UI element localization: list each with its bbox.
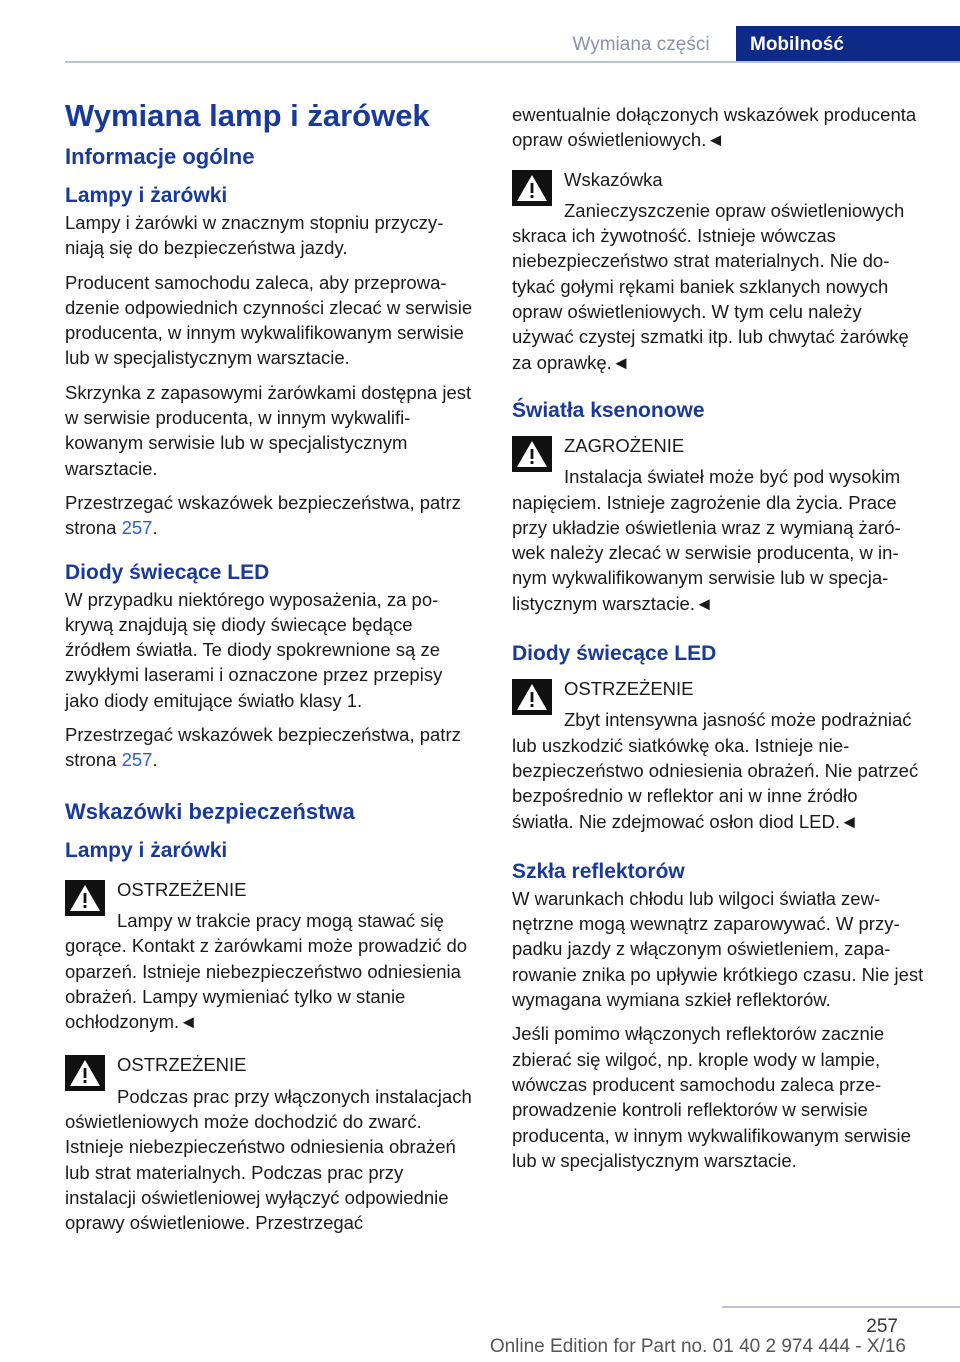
glass-paragraph-1: W warunkach chłodu lub wilgoci światła zewnętrzne mogą wewnątrz zaparowywać. W przypadku jazdy z włączonym oświetleniem, zaparowanie znika po upływie krótkiego czasu. Nie jest wymagana wymiana szkieł reflektorów. (512, 887, 924, 1011)
warning-triangle-icon (65, 1055, 105, 1091)
general-info-heading: Informacje ogólne (65, 144, 255, 169)
warning-triangle-icon (65, 880, 105, 916)
lamps-paragraph-3: Skrzynka z zapasowymi żarówkami dostępna jest w serwisie producenta, w innym wykwalifikowanym serwisie lub w specjalistycznym warsztacie. (65, 381, 472, 479)
warning-title: OSTRZEŻENIE (117, 878, 247, 900)
xenon-heading: Światła ksenonowe (512, 398, 705, 422)
header-section-label: Wymiana części (572, 34, 710, 55)
danger-block (512, 433, 924, 616)
danger-title: ZAGROŻENIE (564, 434, 685, 456)
lamps-ref-text: Przestrzegać wskazówek bezpieczeństwa, patrz strona (65, 491, 461, 539)
lamps-paragraph-1: Lampy i żarówki w znacznym stopniu przyczyniają się do bezpieczeństwa jazdy. (65, 212, 444, 259)
page-number: 257 (866, 1316, 898, 1337)
left-column (65, 96, 475, 1244)
led-warning-title: OSTRZEŻENIE (564, 678, 694, 700)
edition-note: Online Edition for Part no. 01 40 2 974 444 - X/16 (489, 1336, 906, 1357)
continued-paragraph: ewentualnie dołączonych wskazówek producenta opraw oświetleniowych.◄ (512, 104, 917, 151)
note-block (512, 167, 924, 375)
right-column (512, 96, 924, 1182)
safety-heading: Wskazówki bezpieczeństwa (65, 798, 355, 824)
warning-block-1 (65, 877, 475, 1035)
led-warning-block (512, 676, 924, 834)
warning-triangle-icon (512, 679, 552, 715)
led-paragraph-2 (65, 722, 475, 773)
led-warning-body: Zbyt intensywna jasność może podrażniać lub uszkodzić siatkówkę oka. Istnieje niebezpieczeństwo odniesienia obrażeń. Nie patrzeć bezpośrednio w reflektor ani w inne źródło światła. Nie zdejmować osłon diod LED.◄ (512, 709, 919, 832)
header-chapter-tab: Mobilność (736, 26, 960, 63)
glass-heading: Szkła reflektorów (512, 859, 685, 883)
footer-divider (722, 1306, 960, 1308)
note-title: Wskazówka (564, 168, 663, 190)
warning-block-2 (65, 1052, 475, 1235)
led-ref-end: . (152, 749, 158, 771)
page-link-257[interactable]: 257 (121, 749, 153, 771)
led-paragraph-1: W przypadku niektórego wyposażenia, za pokrywą znajdują się diody świecące będące źródłem światła. Te diody spokrewnione są ze zwykłymi laserami i oznaczone przez przepisy jako diody emitujące światło klasy 1. (65, 588, 443, 711)
lamps-ref-end: . (152, 517, 158, 539)
safety-lamps-subheading: Lampy i żarówki (65, 838, 228, 862)
warning-triangle-icon (512, 170, 552, 206)
led-heading: Diody świecące LED (65, 560, 270, 584)
warning-title: OSTRZEŻENIE (117, 1054, 247, 1076)
page-link-257[interactable]: 257 (121, 517, 153, 539)
lamps-paragraph-4 (65, 490, 475, 541)
header-divider (65, 61, 960, 63)
lamps-paragraph-2: Producent samochodu zaleca, aby przeprowadzenie odpowiednich czynności zlecać w serwisie producenta, w innym wykwalifikowanym serwisie lub w specjalistycznym warsztacie. (65, 271, 473, 369)
led-ref-text: Przestrzegać wskazówek bezpieczeństwa, patrz strona (65, 724, 461, 771)
page-title: Wymiana lamp i żarówek (65, 98, 430, 133)
warning-triangle-icon (512, 436, 552, 472)
glass-paragraph-2: Jeśli pomimo włączonych reflektorów zacznie zbierać się wilgoć, np. krople wody w lampie, wówczas producent samochodu zaleca przeprowadzenie kontroli reflektorów w serwisie producenta, w innym wykwalifikowanym serwisie lub w specjalistycznym warsztacie. (512, 1023, 911, 1171)
warning-body: Podczas prac przy włączonych instalacjach oświetleniowych może dochodzić do zwarć. Istnieje niebezpieczeństwo odniesienia obrażeń lub strat materialnych. Podczas prac przy instalacji oświetleniowej wyłączyć odpowiednie oprawy oświetleniowe. Przestrzegać (65, 1085, 472, 1234)
lamps-heading: Lampy i żarówki (65, 184, 228, 207)
led-heading-right: Diody świecące LED (512, 642, 717, 666)
note-body: Zanieczyszczenie opraw oświetleniowych skraca ich żywotność. Istnieje wówczas niebezpieczeństwo strat materialnych. Nie dotykać gołymi rękami baniek szklanych nowych opraw oświetleniowych. W tym celu należy używać czystej szmatki itp. lub chwytać żarówkę za oprawkę.◄ (512, 199, 909, 373)
danger-body: Instalacja świateł może być pod wysokim napięciem. Istnieje zagrożenie dla życia. Prace przy układzie oświetlenia wraz z wymianą żarówek należy zlecać w serwisie producenta, w innym wykwalifikowanym serwisie lub w specjalistycznym warsztacie.◄ (512, 466, 901, 614)
warning-body: Lampy w trakcie pracy mogą stawać się gorące. Kontakt z żarówkami może prowadzić do oparzeń. Istnieje niebezpieczeństwo odniesienia obrażeń. Lampy wymieniać tylko w stanie ochłodzonym.◄ (65, 909, 468, 1033)
